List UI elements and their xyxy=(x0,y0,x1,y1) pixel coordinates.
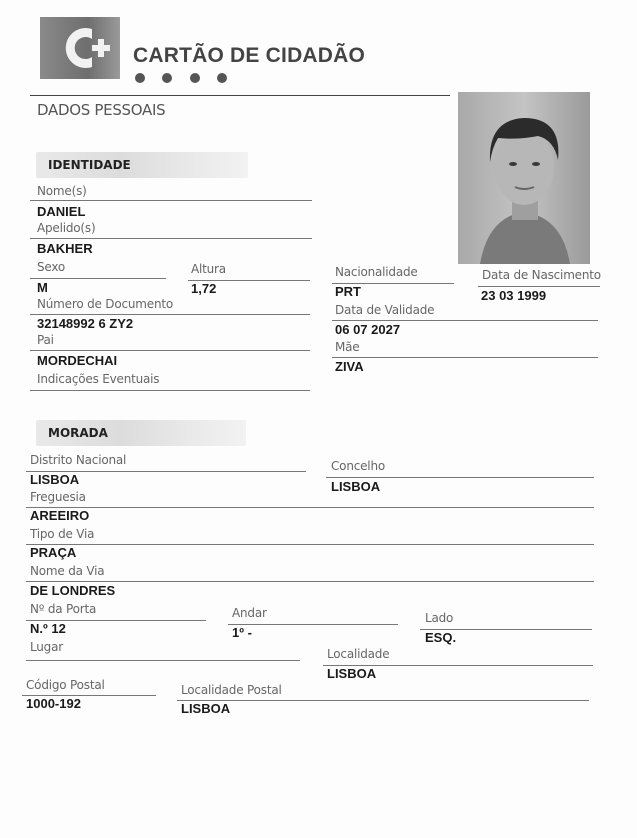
concelho-value: LISBOA xyxy=(331,479,381,494)
nome-via-line xyxy=(26,581,594,582)
localidade-postal-line xyxy=(177,700,589,701)
porta-label: Nº da Porta xyxy=(30,602,97,616)
portrait-photo xyxy=(458,92,590,264)
nacionalidade-label: Nacionalidade xyxy=(335,265,418,279)
pai-label: Pai xyxy=(37,333,54,347)
documento-label: Número de Documento xyxy=(37,297,174,311)
logo xyxy=(40,17,120,79)
title-dots xyxy=(135,70,227,88)
sexo-line xyxy=(30,278,166,279)
dot-icon xyxy=(135,73,145,83)
validade-value: 06 07 2027 xyxy=(335,322,401,337)
card-title: CARTÃO DE CIDADÃO xyxy=(133,44,366,67)
concelho-label: Concelho xyxy=(331,459,385,473)
concelho-line xyxy=(326,477,594,478)
dot-icon xyxy=(190,73,200,83)
dot-icon xyxy=(217,73,227,83)
identidade-header: IDENTIDADE xyxy=(36,152,248,178)
localidade-label: Localidade xyxy=(327,647,390,661)
codigo-postal-label: Código Postal xyxy=(26,678,105,692)
documento-line xyxy=(30,314,310,315)
apelido-label: Apelido(s) xyxy=(37,221,96,235)
distrito-label: Distrito Nacional xyxy=(30,453,127,467)
nacionalidade-value: PRT xyxy=(335,284,361,299)
nome-label: Nome(s) xyxy=(37,184,87,198)
mae-line xyxy=(332,357,598,358)
nascimento-value: 23 03 1999 xyxy=(481,288,547,303)
altura-value: 1,72 xyxy=(191,281,217,296)
localidade-postal-label: Localidade Postal xyxy=(181,683,282,697)
tipo-via-value: PRAÇA xyxy=(30,545,77,560)
indicacoes-label: Indicações Eventuais xyxy=(37,372,160,386)
apelido-label-line xyxy=(30,238,312,239)
lado-label: Lado xyxy=(425,611,454,625)
documento-value: 32148992 6 ZY2 xyxy=(37,316,134,331)
pai-value: MORDECHAI xyxy=(37,353,118,368)
indicacoes-line xyxy=(30,390,310,391)
pai-line xyxy=(30,350,310,351)
logo-mark-icon xyxy=(40,17,120,79)
mae-value: ZIVA xyxy=(335,359,364,374)
nome-label-line xyxy=(30,200,312,201)
nome-via-label: Nome da Via xyxy=(30,564,105,578)
validade-line xyxy=(332,320,598,321)
sexo-value: M xyxy=(37,280,48,295)
apelido-value: BAKHER xyxy=(37,241,93,256)
distrito-value: LISBOA xyxy=(30,472,80,487)
mae-label: Mãe xyxy=(335,340,360,354)
tipo-via-label: Tipo de Via xyxy=(30,527,95,541)
dot-icon xyxy=(162,73,172,83)
localidade-value: LISBOA xyxy=(327,666,377,681)
localidade-postal-value: LISBOA xyxy=(181,701,231,716)
porta-value: N.º 12 xyxy=(30,621,66,636)
tipo-via-line xyxy=(26,544,594,545)
altura-label: Altura xyxy=(191,262,226,276)
nome-via-value: DE LONDRES xyxy=(30,583,116,598)
freguesia-value: AREEIRO xyxy=(30,508,90,523)
andar-label: Andar xyxy=(232,606,267,620)
lado-value: ESQ. xyxy=(425,630,457,645)
morada-header: MORADA xyxy=(36,420,246,446)
sexo-label: Sexo xyxy=(37,260,66,274)
section-dados-pessoais: DADOS PESSOAIS xyxy=(37,101,166,119)
lugar-line xyxy=(26,660,300,661)
nascimento-line xyxy=(478,286,600,287)
validade-label: Data de Validade xyxy=(335,303,435,317)
nascimento-label: Data de Nascimento xyxy=(482,268,601,282)
nome-value: DANIEL xyxy=(37,204,86,219)
codigo-postal-value: 1000-192 xyxy=(26,696,81,711)
header-divider xyxy=(30,95,450,96)
lugar-label: Lugar xyxy=(30,640,63,654)
andar-value: 1º - xyxy=(232,625,252,640)
freguesia-label: Freguesia xyxy=(30,490,86,504)
andar-line xyxy=(228,624,398,625)
freguesia-line xyxy=(26,507,594,508)
